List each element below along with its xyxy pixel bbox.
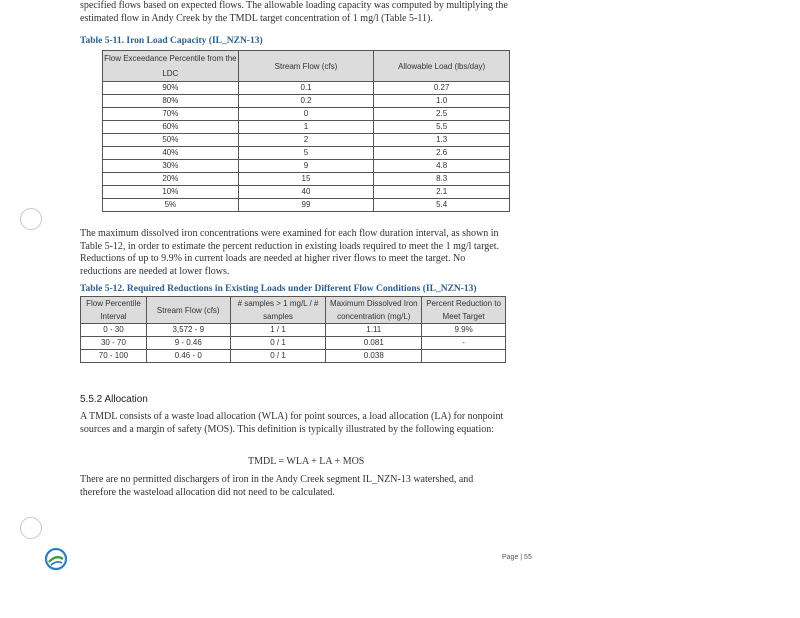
table-cell: 5 <box>238 147 374 160</box>
closing-paragraph <box>80 474 550 499</box>
required-reductions-table <box>80 296 506 363</box>
table-row <box>103 82 510 95</box>
table-row <box>103 186 510 199</box>
table-cell: 80% <box>103 95 239 108</box>
table-cell: 50% <box>103 134 239 147</box>
table-cell: 9 - 0.46 <box>146 337 230 350</box>
table-header-row <box>81 297 506 324</box>
column-header: Allowable Load (lbs/day) <box>374 51 510 82</box>
tmdl-equation: TMDL = WLA + LA + MOS <box>248 456 365 467</box>
table-cell: 30% <box>103 160 239 173</box>
table-cell: 1 <box>238 121 374 134</box>
table-cell: 10% <box>103 186 239 199</box>
table-cell: 40 <box>238 186 374 199</box>
column-header: Flow Exceedance Percentile from the LDC <box>103 51 239 82</box>
table-row <box>103 173 510 186</box>
table-cell: 0 / 1 <box>230 350 326 363</box>
table-cell: 3,572 - 9 <box>146 324 230 337</box>
table-row <box>103 95 510 108</box>
paragraph-line: A TMDL consists of a waste load allocation (WLA) for point sources, a load allocation (LA) for nonpoint <box>80 411 504 422</box>
paragraph-line: sources and a margin of safety (MOS). This definition is typically illustrated by the following equation: <box>80 423 494 435</box>
intro-line: specified flows based on expected flows. The allowable loading capacity was computed by multiplying the <box>80 0 508 11</box>
table-cell: 8.3 <box>374 173 510 186</box>
table-row <box>103 199 510 212</box>
table2-caption: Table 5-12. Required Reductions in Existing Loads under Different Flow Conditions (IL_NZN-13) <box>80 284 477 294</box>
table-cell: 1.0 <box>374 95 510 108</box>
table-cell: 4.8 <box>374 160 510 173</box>
column-header: Flow Percentile Interval <box>81 297 147 324</box>
column-header: # samples > 1 mg/L / # samples <box>230 297 326 324</box>
table-row <box>81 324 506 337</box>
paragraph-line: reductions are needed at lower flows. <box>80 265 230 277</box>
table-cell: 0.038 <box>326 350 422 363</box>
table-cell: 99 <box>238 199 374 212</box>
table-header-row <box>103 51 510 82</box>
allocation-paragraph <box>80 411 550 436</box>
column-header: Maximum Dissolved Iron concentration (mg/L) <box>326 297 422 324</box>
binder-hole-icon <box>20 517 42 539</box>
column-header: Stream Flow (cfs) <box>238 51 374 82</box>
section-heading: 5.5.2 Allocation <box>80 394 148 405</box>
table-cell: 70 - 100 <box>81 350 147 363</box>
column-header: Stream Flow (cfs) <box>146 297 230 324</box>
table-cell: 30 - 70 <box>81 337 147 350</box>
paragraph-line: The maximum dissolved iron concentrations were examined for each flow duration interval, as shown in <box>80 228 499 239</box>
table-cell <box>422 350 506 363</box>
table-cell: 0 / 1 <box>230 337 326 350</box>
column-header: Percent Reduction to Meet Target <box>422 297 506 324</box>
table-cell: - <box>422 337 506 350</box>
table-cell: 40% <box>103 147 239 160</box>
table-row <box>81 350 506 363</box>
table-cell: 5.5 <box>374 121 510 134</box>
paragraph-line: therefore the wasteload allocation did not need to be calculated. <box>80 486 335 498</box>
table-row <box>103 160 510 173</box>
table-cell: 0 - 30 <box>81 324 147 337</box>
table-cell: 0.081 <box>326 337 422 350</box>
table-cell: 2 <box>238 134 374 147</box>
table-cell: 9.9% <box>422 324 506 337</box>
table-cell: 1.3 <box>374 134 510 147</box>
organization-logo-icon <box>44 547 68 571</box>
table-cell: 2.1 <box>374 186 510 199</box>
table-cell: 70% <box>103 108 239 121</box>
table-row <box>103 108 510 121</box>
reduction-paragraph <box>80 228 550 278</box>
table-row <box>103 147 510 160</box>
iron-load-capacity-table <box>102 50 510 212</box>
table-row <box>103 121 510 134</box>
table-cell: 9 <box>238 160 374 173</box>
table-cell: 2.6 <box>374 147 510 160</box>
table-cell: 0.1 <box>238 82 374 95</box>
table-cell: 0.2 <box>238 95 374 108</box>
table-cell: 0.27 <box>374 82 510 95</box>
table-cell: 0 <box>238 108 374 121</box>
table-cell: 5.4 <box>374 199 510 212</box>
table-cell: 2.5 <box>374 108 510 121</box>
table-cell: 15 <box>238 173 374 186</box>
table-cell: 0.46 - 0 <box>146 350 230 363</box>
intro-line: estimated flow in Andy Creek by the TMDL target concentration of 1 mg/l (Table 5-11). <box>80 12 433 24</box>
binder-hole-icon <box>20 208 42 230</box>
page-number: Page | 55 <box>502 554 532 561</box>
table-row <box>103 134 510 147</box>
table-cell: 5% <box>103 199 239 212</box>
table-cell: 1.11 <box>326 324 422 337</box>
paragraph-line: Reductions of up to 9.9% in current loads are needed at higher river flows to meet the target. No <box>80 253 466 264</box>
table-cell: 90% <box>103 82 239 95</box>
table-row <box>81 337 506 350</box>
paragraph-line: Table 5-12, in order to estimate the percent reduction in existing loads required to meet the 1 mg/l target. <box>80 240 499 252</box>
paragraph-line: There are no permitted dischargers of iron in the Andy Creek segment IL_NZN-13 watershed, and <box>80 474 474 485</box>
table-cell: 1 / 1 <box>230 324 326 337</box>
table-cell: 20% <box>103 173 239 186</box>
table1-caption: Table 5-11. Iron Load Capacity (IL_NZN-13) <box>80 36 263 46</box>
table-cell: 60% <box>103 121 239 134</box>
intro-paragraph <box>80 0 550 25</box>
